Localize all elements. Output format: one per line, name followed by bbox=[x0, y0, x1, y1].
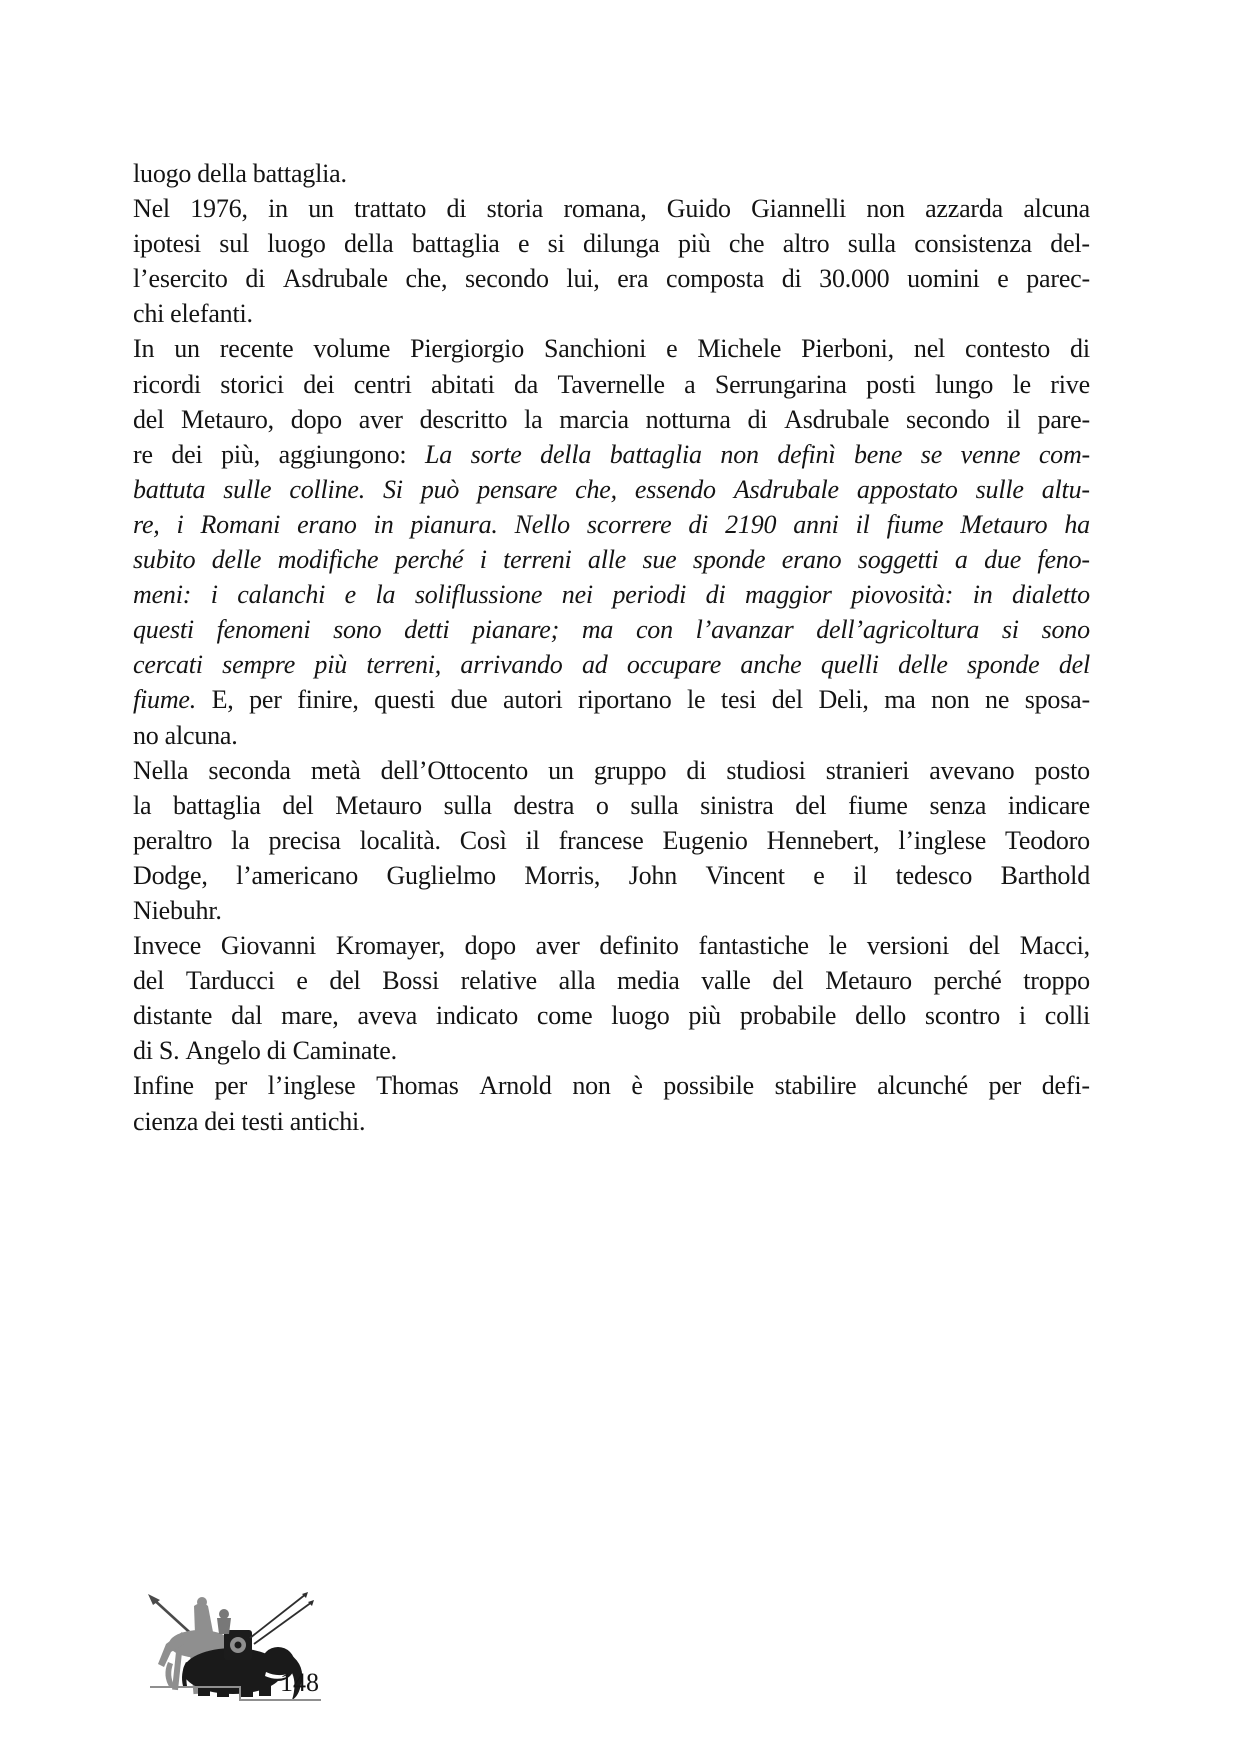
text-line: no alcuna. bbox=[133, 720, 238, 750]
text-line: re dei più, aggiungono: La sorte della battaglia non definì bene se venne com- bbox=[133, 439, 1090, 469]
page-text bbox=[133, 156, 1090, 1139]
text-line: cienza dei testi antichi. bbox=[133, 1106, 366, 1136]
text-line: re, i Romani erano in pianura. Nello scorrere di 2190 anni il fiume Metauro ha bbox=[133, 509, 1090, 539]
text-line: luogo della battaglia. bbox=[133, 159, 347, 188]
text-line: subito delle modifiche perché i terreni alle sue sponde erano soggetti a due feno- bbox=[133, 545, 1090, 575]
text-line: l’esercito di Asdrubale che, secondo lui, era composta di 30.000 uomini e parec- bbox=[133, 264, 1090, 294]
text-line: la battaglia del Metauro sulla destra o sulla sinistra del fiume senza indicare bbox=[133, 790, 1090, 820]
text-line: Nel 1976, in un trattato di storia romana, Guido Giannelli non azzarda alcuna bbox=[133, 194, 1090, 224]
text-line: Invece Giovanni Kromayer, dopo aver definito fantastiche le versioni del Macci, bbox=[133, 931, 1090, 961]
tower-spears-icon bbox=[250, 1592, 314, 1644]
text-line: del Tarducci e del Bossi relative alla media valle del Metauro perché troppo bbox=[133, 966, 1090, 996]
text-line: peraltro la precisa località. Così il francese Eugenio Hennebert, l’inglese Teodoro bbox=[133, 825, 1090, 855]
text-line: del Metauro, dopo aver descritto la marcia notturna di Asdrubale secondo il pare- bbox=[133, 404, 1090, 434]
text-line: fiume. E, per finire, questi due autori riportano le tesi del Deli, ma non ne sposa- bbox=[133, 685, 1090, 715]
footer-rule-lower bbox=[239, 1699, 321, 1701]
text-line: distante dal mare, aveva indicato come luogo più probabile dello scontro i colli bbox=[133, 1001, 1090, 1031]
text-line: Dodge, l’americano Guglielmo Morris, John Vincent e il tedesco Barthold bbox=[133, 860, 1090, 890]
text-line: chi elefanti. bbox=[133, 299, 253, 329]
text-line: In un recente volume Piergiorgio Sanchioni e Michele Pierboni, nel contesto di bbox=[133, 334, 1090, 364]
footer-rule-upper bbox=[150, 1686, 240, 1688]
text-line: di S. Angelo di Caminate. bbox=[133, 1036, 397, 1066]
text-line: ricordi storici dei centri abitati da Tavernelle a Serrungarina posti lungo le rive bbox=[133, 369, 1090, 399]
text-line: Niebuhr. bbox=[133, 895, 222, 925]
text-line: Infine per l’inglese Thomas Arnold non è possibile stabilire alcunché per defi- bbox=[133, 1071, 1090, 1101]
text-line: battuta sulle colline. Si può pensare che, essendo Asdrubale appostato sulle altu- bbox=[133, 474, 1090, 504]
text-line: ipotesi sul luogo della battaglia e si dilunga più che altro sulla consistenza del- bbox=[133, 229, 1090, 259]
text-line: cercati sempre più terreni, arrivando ad occupare anche quelli delle sponde del bbox=[133, 650, 1090, 680]
text-line: Nella seconda metà dell’Ottocento un gruppo di studiosi stranieri avevano posto bbox=[133, 755, 1090, 785]
text-line: meni: i calanchi e la soliflussione nei periodi di maggior piovosità: in dialetto bbox=[133, 580, 1090, 610]
page-number: 148 bbox=[280, 1668, 319, 1697]
text-line: questi fenomeni sono detti pianare; ma con l’avanzar dell’agricoltura si sono bbox=[133, 615, 1090, 645]
